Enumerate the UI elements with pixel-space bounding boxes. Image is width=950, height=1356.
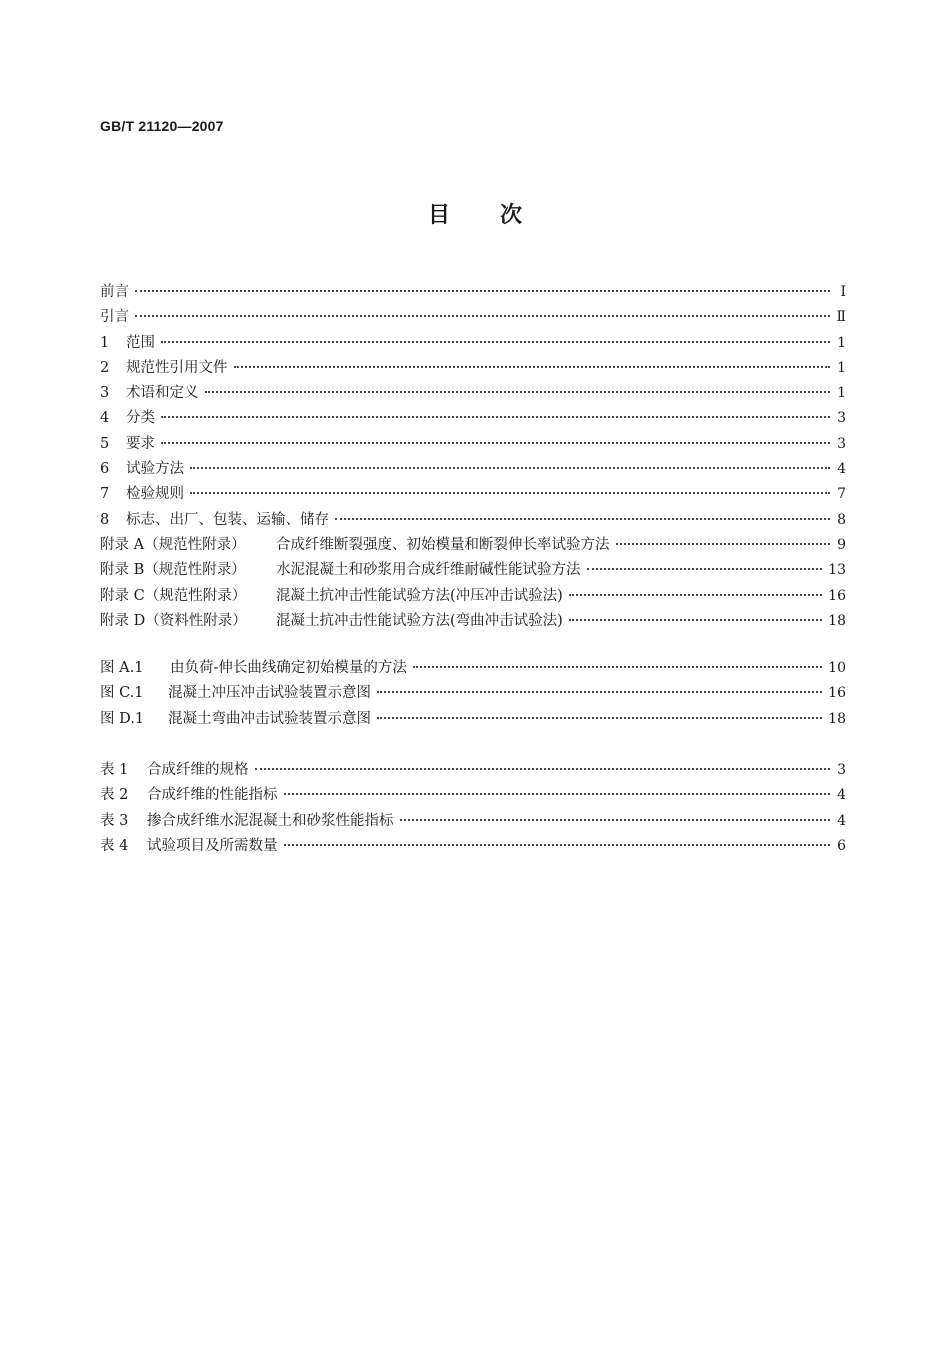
toc-figures-section	[100, 656, 846, 732]
dot-leader	[587, 568, 823, 570]
toc-entry-number: 附录 C（规范性附录）	[100, 587, 247, 604]
toc-entry-table-3[interactable]	[100, 809, 846, 834]
toc-entry-page: 6	[837, 837, 846, 854]
toc-entry-figure-a1[interactable]	[100, 656, 846, 681]
toc-entry-page: 8	[837, 511, 846, 528]
toc-entry-page: 16	[828, 587, 846, 604]
toc-entry-label: 引言	[100, 309, 129, 326]
toc-entry-label: 合成纤维的规格	[147, 762, 249, 778]
toc-entry-page: 3	[837, 410, 846, 427]
toc-entry-annex-a[interactable]	[100, 533, 846, 558]
toc-entry-test-methods[interactable]	[100, 457, 846, 482]
toc-entry-number: 表 3	[100, 812, 129, 829]
dot-leader	[284, 793, 831, 795]
toc-entry-page: 18	[828, 612, 846, 629]
toc-entry-label: 混凝土抗冲击性能试验方法(冲压冲击试验法)	[276, 587, 563, 604]
toc-entry-label: 试验方法	[126, 461, 184, 478]
toc-entry-page: 1	[837, 334, 846, 351]
toc-entry-page: Ⅱ	[836, 309, 846, 326]
toc-entry-number: 8	[100, 511, 110, 528]
toc-entry-page: 16	[828, 685, 846, 702]
toc-entry-table-1[interactable]	[100, 758, 846, 783]
toc-entry-normative-references[interactable]	[100, 356, 846, 381]
dot-leader	[161, 416, 830, 418]
toc-main-section	[100, 280, 846, 634]
toc-entry-table-2[interactable]	[100, 783, 846, 808]
toc-entry-label: 掺合成纤维水泥混凝土和砂浆性能指标	[147, 812, 394, 829]
dot-leader	[161, 442, 830, 444]
dot-leader	[135, 290, 830, 292]
toc-entry-terms-definitions[interactable]	[100, 381, 846, 406]
dot-leader	[284, 844, 831, 846]
toc-entry-introduction[interactable]	[100, 305, 846, 330]
toc-entry-foreword[interactable]	[100, 280, 846, 305]
toc-entry-number: 表 4	[100, 837, 129, 854]
toc-entry-label: 合成纤维的性能指标	[147, 787, 278, 804]
toc-entry-label: 混凝土冲压冲击试验装置示意图	[168, 685, 371, 702]
toc-entry-label: 水泥混凝土和砂浆用合成纤维耐碱性能试验方法	[276, 562, 581, 579]
toc-entry-page: 13	[828, 562, 846, 579]
toc-entry-label: 混凝土弯曲冲击试验装置示意图	[168, 710, 371, 727]
toc-entry-scope[interactable]	[100, 331, 846, 356]
toc-entry-page: 4	[837, 461, 846, 478]
toc-entry-label: 范围	[126, 334, 155, 351]
toc-entry-page: 4	[837, 812, 846, 829]
toc-entry-page: 10	[828, 660, 846, 676]
toc-entry-number: 图 D.1	[100, 710, 145, 727]
toc-tables-section	[100, 758, 846, 859]
dot-leader	[255, 768, 831, 770]
dot-leader	[569, 594, 822, 596]
toc-entry-number: 6	[100, 461, 110, 478]
toc-entry-number: 附录 B（规范性附录）	[100, 562, 246, 579]
toc-entry-page: 1	[837, 359, 846, 376]
toc-entry-number: 2	[100, 359, 110, 376]
dot-leader	[335, 518, 830, 520]
toc-entry-label: 由负荷-伸长曲线确定初始模量的方法	[170, 660, 407, 676]
toc-entry-number: 1	[100, 334, 110, 351]
toc-entry-marking-packaging[interactable]	[100, 508, 846, 533]
dot-leader	[413, 666, 822, 668]
toc-entry-page: 18	[828, 710, 846, 727]
toc-entry-number: 图 C.1	[100, 685, 144, 702]
dot-leader	[400, 819, 831, 821]
dot-leader	[190, 467, 830, 469]
dot-leader	[569, 619, 822, 621]
dot-leader	[205, 391, 831, 393]
toc-entry-number: 5	[100, 435, 110, 452]
toc-entry-label: 混凝土抗冲击性能试验方法(弯曲冲击试验法)	[276, 612, 563, 629]
toc-entry-label: 要求	[126, 435, 155, 452]
dot-leader	[377, 717, 822, 719]
toc-entry-label: 检验规则	[126, 486, 184, 503]
toc-entry-annex-c[interactable]	[100, 584, 846, 609]
dot-leader	[135, 315, 830, 317]
toc-entry-classification[interactable]	[100, 406, 846, 431]
toc-entry-page: 1	[837, 385, 846, 402]
toc-entry-requirements[interactable]	[100, 432, 846, 457]
toc-entry-number: 表 2	[100, 787, 129, 804]
toc-entry-label: 试验项目及所需数量	[147, 837, 278, 854]
standard-code: GB/T 21120—2007	[100, 118, 224, 134]
toc-entry-annex-b[interactable]	[100, 558, 846, 583]
dot-leader	[377, 691, 822, 693]
page-title: 目次	[427, 203, 572, 228]
toc-entry-label: 术语和定义	[126, 385, 199, 402]
toc-entry-annex-d[interactable]	[100, 609, 846, 634]
toc-entry-label: 分类	[126, 410, 155, 427]
toc-entry-page: Ⅰ	[840, 284, 846, 300]
dot-leader	[161, 341, 830, 343]
toc-entry-page: 9	[837, 536, 846, 553]
dot-leader	[616, 543, 831, 545]
toc-entry-page: 4	[837, 787, 846, 804]
toc-entry-number: 7	[100, 486, 110, 503]
toc-entry-page: 3	[837, 435, 846, 452]
toc-entry-table-4[interactable]	[100, 834, 846, 859]
dot-leader	[234, 366, 831, 368]
toc-entry-figure-d1[interactable]	[100, 707, 846, 732]
toc-entry-inspection-rules[interactable]	[100, 482, 846, 507]
toc-entry-label: 规范性引用文件	[126, 359, 228, 376]
toc-entry-label: 前言	[100, 284, 129, 300]
toc-entry-page: 3	[837, 762, 846, 778]
toc-entry-number: 附录 D（资料性附录）	[100, 612, 247, 629]
toc-entry-number: 图 A.1	[100, 660, 144, 676]
toc-entry-page: 7	[837, 486, 846, 503]
toc-entry-number: 表 1	[100, 762, 129, 778]
toc-entry-label: 标志、出厂、包装、运输、储存	[126, 511, 329, 528]
toc-entry-number: 3	[100, 385, 110, 402]
toc-entry-label: 合成纤维断裂强度、初始模量和断裂伸长率试验方法	[276, 536, 610, 553]
toc-entry-number: 附录 A（规范性附录）	[100, 536, 246, 553]
toc-entry-figure-c1[interactable]	[100, 681, 846, 706]
toc-entry-number: 4	[100, 410, 110, 427]
dot-leader	[190, 492, 830, 494]
